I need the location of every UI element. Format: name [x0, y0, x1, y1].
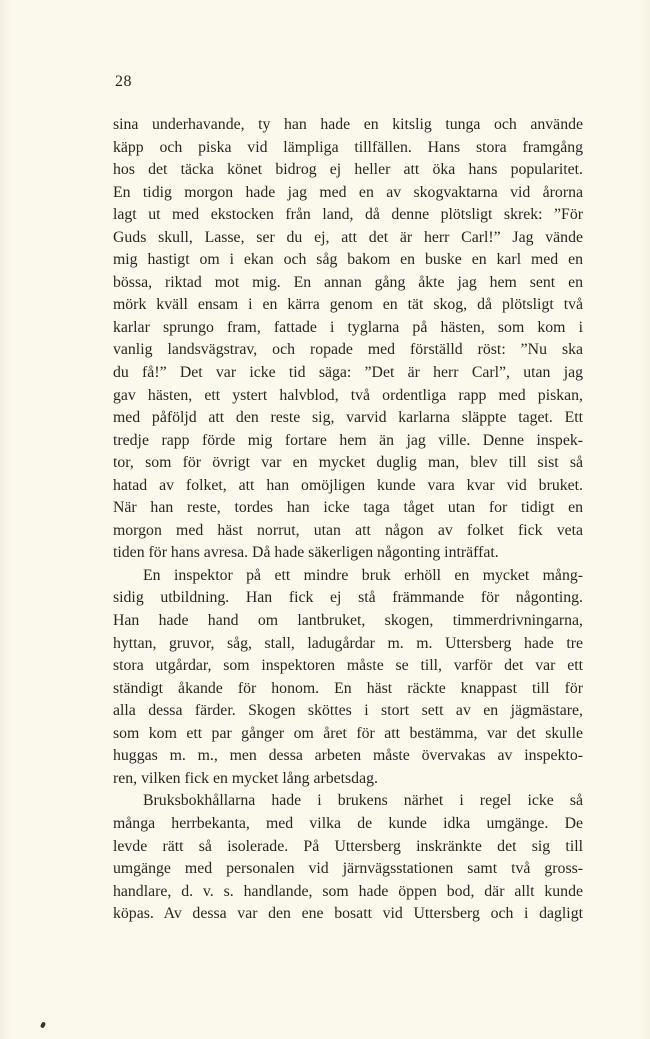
text-line: som kom ett par gånger om året för att bestämma, var det skulle	[113, 724, 583, 742]
text-line: tredje rapp förde mig fortare hem än jag ville. Denne inspek-	[113, 431, 583, 449]
text-line: huggas m. m., men dessa arbeten måste övervakas av inspekto-	[113, 747, 583, 765]
text-line: käpp och piska vid lämpliga tillfällen. Hans stora framgång	[113, 138, 583, 156]
text-line: levde rätt så isolerade. På Uttersberg inskränkte det sig till	[113, 837, 583, 855]
text-line: lagt ut med ekstocken från land, då denne plötsligt skrek: ”För	[113, 206, 583, 224]
text-line: umgänge med personalen vid järnvägsstationen samt två gross-	[113, 860, 583, 878]
ink-speck	[40, 1021, 46, 1028]
text-line: mig hastigt om i ekan och såg bakom en buske en karl med en	[113, 251, 583, 269]
text-line: bössa, riktad mot mig. En annan gång åkte jag hem sent en	[113, 273, 583, 291]
text-line: sidig utbildning. Han fick ej stå främmande för någonting.	[113, 589, 583, 607]
text-line: hyttan, gruvor, såg, stall, ladugårdar m. m. Uttersberg hade tre	[113, 634, 583, 652]
text-line: vanlig landsvägstrav, och ropade med förställd röst: ”Nu ska	[113, 341, 583, 359]
text-line: med påföljd att den reste sig, varvid karlarna släppte taget. Ett	[113, 409, 583, 427]
body-text	[113, 114, 583, 926]
text-line: mörk kväll ensam i en kärra genom en tät skog, då plötsligt två	[113, 296, 583, 314]
text-line: köpas. Av dessa var den ene bosatt vid Uttersberg och i dagligt	[113, 905, 583, 923]
text-line: En tidig morgon hade jag med en av skogvaktarna vid årorna	[113, 183, 583, 201]
text-line: En inspektor på ett mindre bruk erhöll en mycket mång-	[143, 566, 583, 584]
text-line: alla dessa färder. Skogen sköttes i stort sett av en jägmästare,	[113, 702, 583, 720]
text-line: hatad av folket, att han omöjligen kunde vara kvar vid bruket.	[113, 476, 583, 494]
text-line: sina underhavande, ty han hade en kitslig tunga och använde	[113, 116, 583, 133]
text-line: gav hästen, ett ystert halvblod, två ordentliga rapp med piskan,	[113, 386, 583, 404]
text-line: Han hade hand om lantbruket, skogen, timmerdrivningarna,	[113, 612, 583, 630]
text-line: ren, vilken fick en mycket lång arbetsdag.	[113, 769, 378, 787]
text-line: karlar sprungo fram, fattade i tyglarna på hästen, som kom i	[113, 318, 583, 336]
text-line: När han reste, tordes han icke taga tåget utan for tidigt en	[113, 499, 583, 517]
text-line: stora utgårdar, som inspektoren måste se till, varför det var ett	[113, 657, 583, 675]
page-number: 28	[115, 73, 132, 90]
text-line: tor, som för övrigt var en mycket duglig man, blev till sist så	[113, 454, 583, 472]
text-line: Guds skull, Lasse, ser du ej, att det är herr Carl!” Jag vände	[113, 228, 583, 246]
text-line: tiden för hans avresa. Då hade säkerligen någonting inträffat.	[113, 544, 499, 562]
text-line: handlare, d. v. s. handlande, som hade öppen bod, där allt kunde	[113, 882, 583, 900]
text-line: Bruksbokhållarna hade i brukens närhet i regel icke så	[143, 792, 583, 810]
text-line: du få!” Det var icke tid säga: ”Det är herr Carl”, utan jag	[113, 364, 583, 382]
text-line: många herrbekanta, med vilka de kunde idka umgänge. De	[113, 814, 583, 832]
text-line: ständigt åkande för honom. En häst räckte knappast till för	[113, 679, 583, 697]
text-line: hos det täcka könet bidrog ej heller att öka hans popularitet.	[113, 161, 583, 179]
text-line: morgon med häst norrut, utan att någon av folket fick veta	[113, 521, 583, 539]
